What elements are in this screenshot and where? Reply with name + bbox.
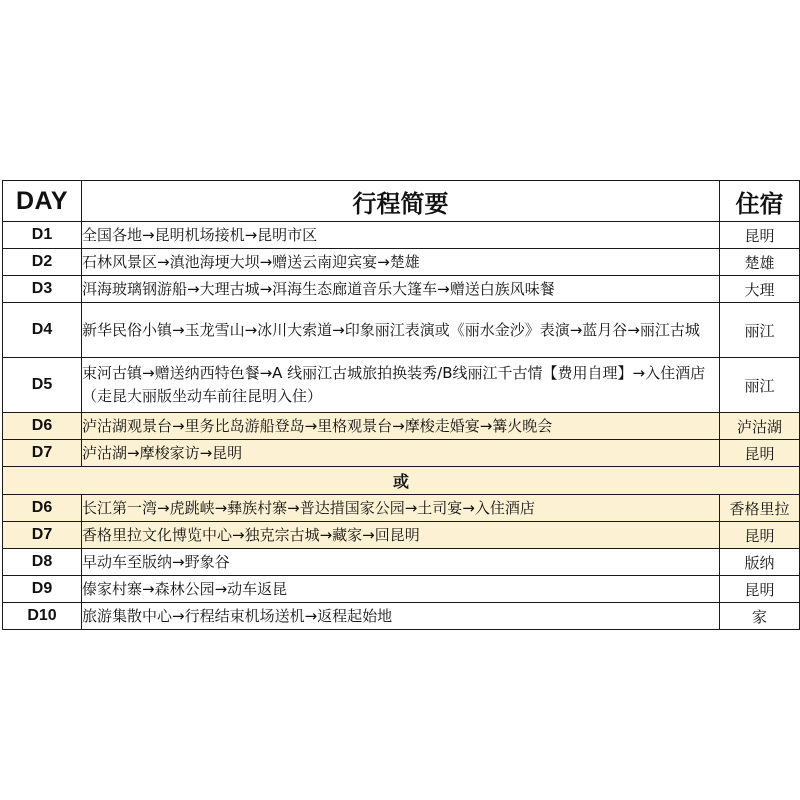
day-cell: D7 [3,440,82,467]
stay-cell: 香格里拉 [720,495,800,522]
day-cell: D8 [3,549,82,576]
separator-label: 或 [3,467,800,495]
table-row [3,276,800,303]
day-cell: D2 [3,249,82,276]
table-row [3,249,800,276]
plan-cell: 石林风景区→滇池海埂大坝→赠送云南迎宾宴→楚雄 [82,249,720,276]
plan-cell: 旅游集散中心→行程结束机场送机→返程起始地 [82,603,720,630]
stay-cell: 昆明 [720,576,800,603]
header-row [3,181,800,222]
table-row [3,303,800,358]
plan-cell: 新华民俗小镇→玉龙雪山→冰川大索道→印象丽江表演或《丽水金沙》表演→蓝月谷→丽江古城 [82,303,720,358]
plan-cell: 长江第一湾→虎跳峡→彝族村寨→普达措国家公园→土司宴→入住酒店 [82,495,720,522]
day-cell: D6 [3,413,82,440]
plan-cell: 香格里拉文化博览中心→独克宗古城→藏家→回昆明 [82,522,720,549]
day-cell: D9 [3,576,82,603]
stay-cell: 楚雄 [720,249,800,276]
stay-cell: 家 [720,603,800,630]
stay-cell: 昆明 [720,222,800,249]
day-cell: D7 [3,522,82,549]
table-row [3,549,800,576]
day-cell: D3 [3,276,82,303]
table-row [3,603,800,630]
separator-row [3,467,800,495]
stay-cell: 丽江 [720,303,800,358]
plan-cell: 泸沽湖→摩梭家访→昆明 [82,440,720,467]
table-row [3,413,800,440]
plan-cell: 洱海玻璃钢游船→大理古城→洱海生态廊道音乐大篷车→赠送白族风味餐 [82,276,720,303]
table-row [3,440,800,467]
day-cell: D10 [3,603,82,630]
day-cell: D1 [3,222,82,249]
stay-cell: 大理 [720,276,800,303]
header-day: DAY [3,181,82,222]
day-cell: D5 [3,358,82,413]
plan-cell: 全国各地→昆明机场接机→昆明市区 [82,222,720,249]
plan-cell: 傣家村寨→森林公园→动车返昆 [82,576,720,603]
stay-cell: 昆明 [720,522,800,549]
plan-cell: 泸沽湖观景台→里务比岛游船登岛→里格观景台→摩梭走婚宴→篝火晚会 [82,413,720,440]
table-row [3,576,800,603]
table-row [3,522,800,549]
table-row [3,495,800,522]
day-cell: D4 [3,303,82,358]
table-row [3,358,800,413]
stay-cell: 昆明 [720,440,800,467]
plan-cell: 早动车至版纳→野象谷 [82,549,720,576]
stay-cell: 版纳 [720,549,800,576]
itinerary-table [2,180,800,630]
header-plan: 行程简要 [82,181,720,222]
header-stay: 住宿 [720,181,800,222]
stay-cell: 丽江 [720,358,800,413]
table-row [3,222,800,249]
day-cell: D6 [3,495,82,522]
stay-cell: 泸沽湖 [720,413,800,440]
plan-cell: 束河古镇→赠送纳西特色餐→A 线丽江古城旅拍换装秀/B线丽江千古情【费用自理】→入住酒店（走昆大丽版坐动车前往昆明入住） [82,358,720,413]
